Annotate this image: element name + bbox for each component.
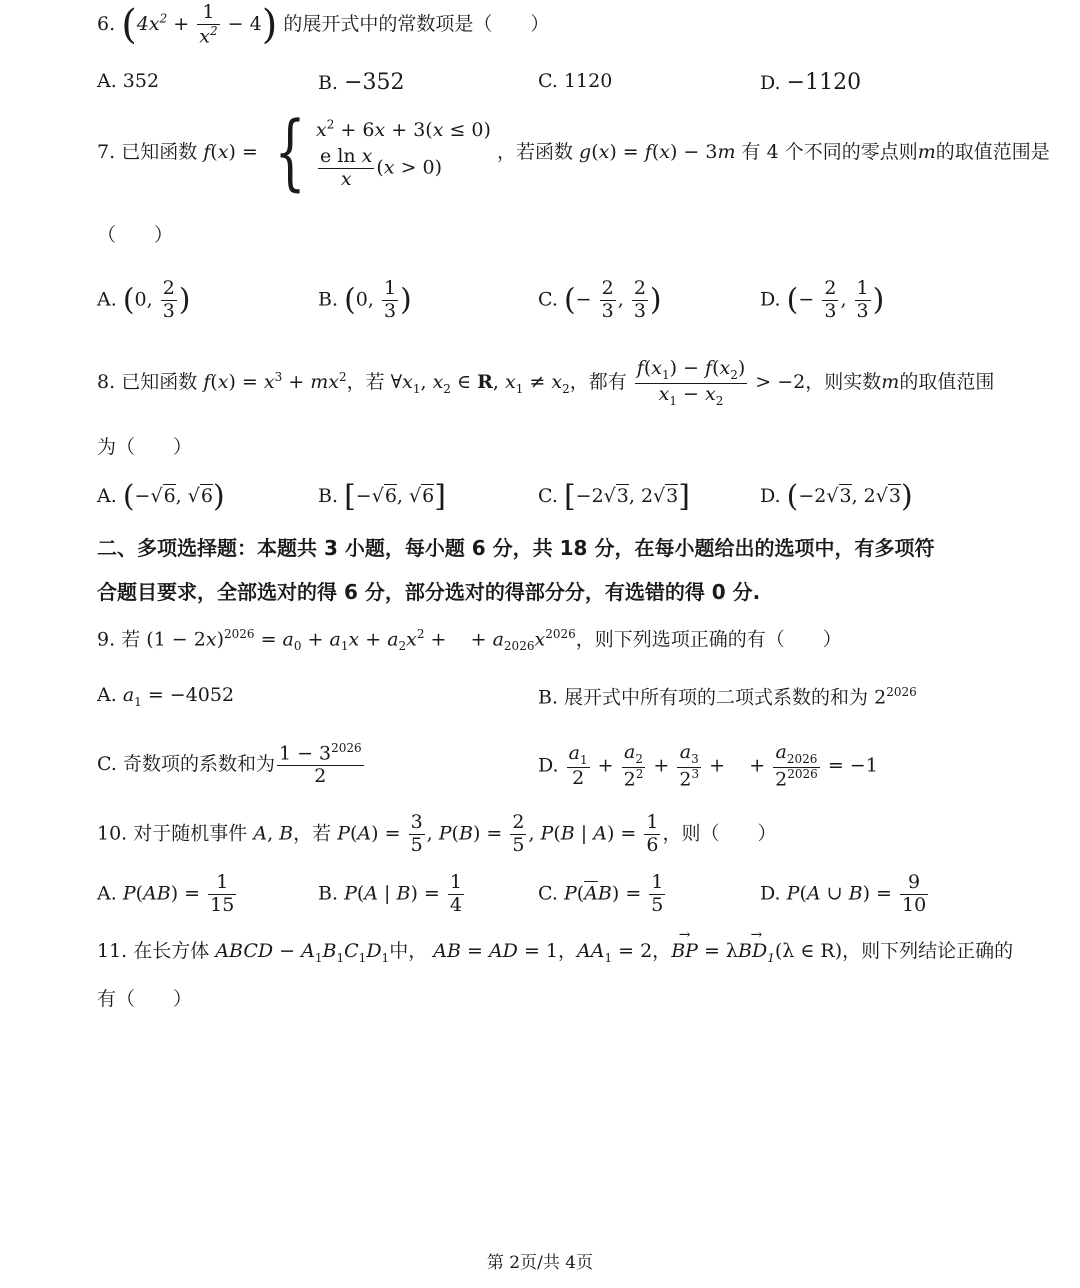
option-d: D. −1120: [760, 70, 862, 95]
option-d: D. P(A ∪ B) = $\frac{9}{10}$: [760, 871, 927, 916]
option-b: B. [−√6, √6]: [318, 479, 446, 514]
option-b: B. (0, $\frac{1}{3}$ ): [318, 277, 412, 322]
question-11: 11. 在长方体 ABCD − $A_1B_1C_1D_1$中， AB = AD = 1，$AA_1 = 2$，→ BP = $\lambda\to BD_1(\lambda$ ∈ R)，则下列结论正确的: [97, 942, 1013, 964]
option-c: C. (− $\frac{2}{3}$ , $\frac{2}{3}$ ): [538, 277, 662, 322]
option-a: A. (0, $\frac{2}{3}$ ): [97, 277, 191, 322]
option-d: D. $\frac{a_1}{2}$ + $\frac{a_2}{2^2}$ + $\frac{a_3}{2^3}$ + + $\frac{a_{2026}}{2^{2026}}$ = −1: [538, 741, 878, 790]
option-d: D. (−2√3, 2√3): [760, 479, 913, 514]
option-a: A. (−√6, √6): [97, 479, 225, 514]
question-10: 10. 对于随机事件 A, B，若 P(A) = $\frac{3}{5}$ , P(B) = $\frac{2}{5}$ , P(B | A) = $\frac{1}{6}$ ，则（ ）: [97, 811, 777, 856]
question-7: 7. 已知函数 f(x) = { $x^2 + 6x + 3(x \le 0)$ $\frac{\text{e ln x}}{x}$ (x > 0) ，若函数 g(x) = f(x) − 3m 有 4 个不同的零点则m的取值范围是: [97, 105, 1050, 200]
question-8-wrap: 为（ ）: [97, 436, 193, 458]
option-d: D. (− $\frac{2}{3}$ , $\frac{1}{3}$ ): [760, 277, 885, 322]
option-b: B. 展开式中所有项的二项式系数的和为 $2^{2026}$: [538, 685, 917, 709]
option-c: C. 1120: [538, 70, 613, 92]
option-c: C. $P(\overline{A}B)$ = $\frac{1}{5}$: [538, 871, 664, 916]
option-a: A. $a_1 = -4052$: [97, 684, 235, 709]
option-a: A. 352: [97, 70, 160, 92]
option-a: A. P(AB) = $\frac{1}{15}$: [97, 871, 235, 916]
question-8: 8. 已知函数 $f(x) = x^3 + mx^2$，若 $\forall x_1$, $x_2$ ∈ R, $x_1 \ne x_2$，都有 $\frac{f(x_1) - f(x_2)}{x_1 - x_2}$ > −2，则实数m的取值范围: [97, 357, 995, 408]
section-heading-cont: 合题目要求，全部选对的得 6 分，部分选对的得部分分，有选错的得 0 分.: [97, 580, 761, 604]
option-c: C. 奇数项的系数和为 $\frac{1 - 3^{2026}}{2}$: [97, 741, 362, 788]
option-c: C. [−2√3, 2√3]: [538, 479, 690, 514]
option-b: B. −352: [318, 70, 405, 95]
question-number: 6.: [97, 13, 116, 36]
section-heading: 二、多项选择题：本题共 3 小题，每小题 6 分，共 18 分，在每小题给出的选项中，有多项符: [97, 536, 935, 560]
question-text: 的展开式中的常数项是（ ）: [283, 13, 550, 36]
question-9: 9. 若 $(1 - 2x)^{2026} = a_0 + a_1x + a_2x^2$ + + $a_{2026}x^{2026}$，则下列选项正确的有（ ）: [97, 627, 842, 654]
option-b: B. P(A | B) = $\frac{1}{4}$: [318, 871, 462, 916]
question-6: 6. ($4x^2$ + $\frac{1}{x^2}$ − 4) 的展开式中的常数项是（ ）: [97, 1, 550, 49]
question-11-wrap: 有（ ）: [97, 988, 193, 1010]
question-7-paren: （ ）: [97, 224, 174, 246]
page-footer: 第 2页/共 4页: [486, 1253, 594, 1273]
